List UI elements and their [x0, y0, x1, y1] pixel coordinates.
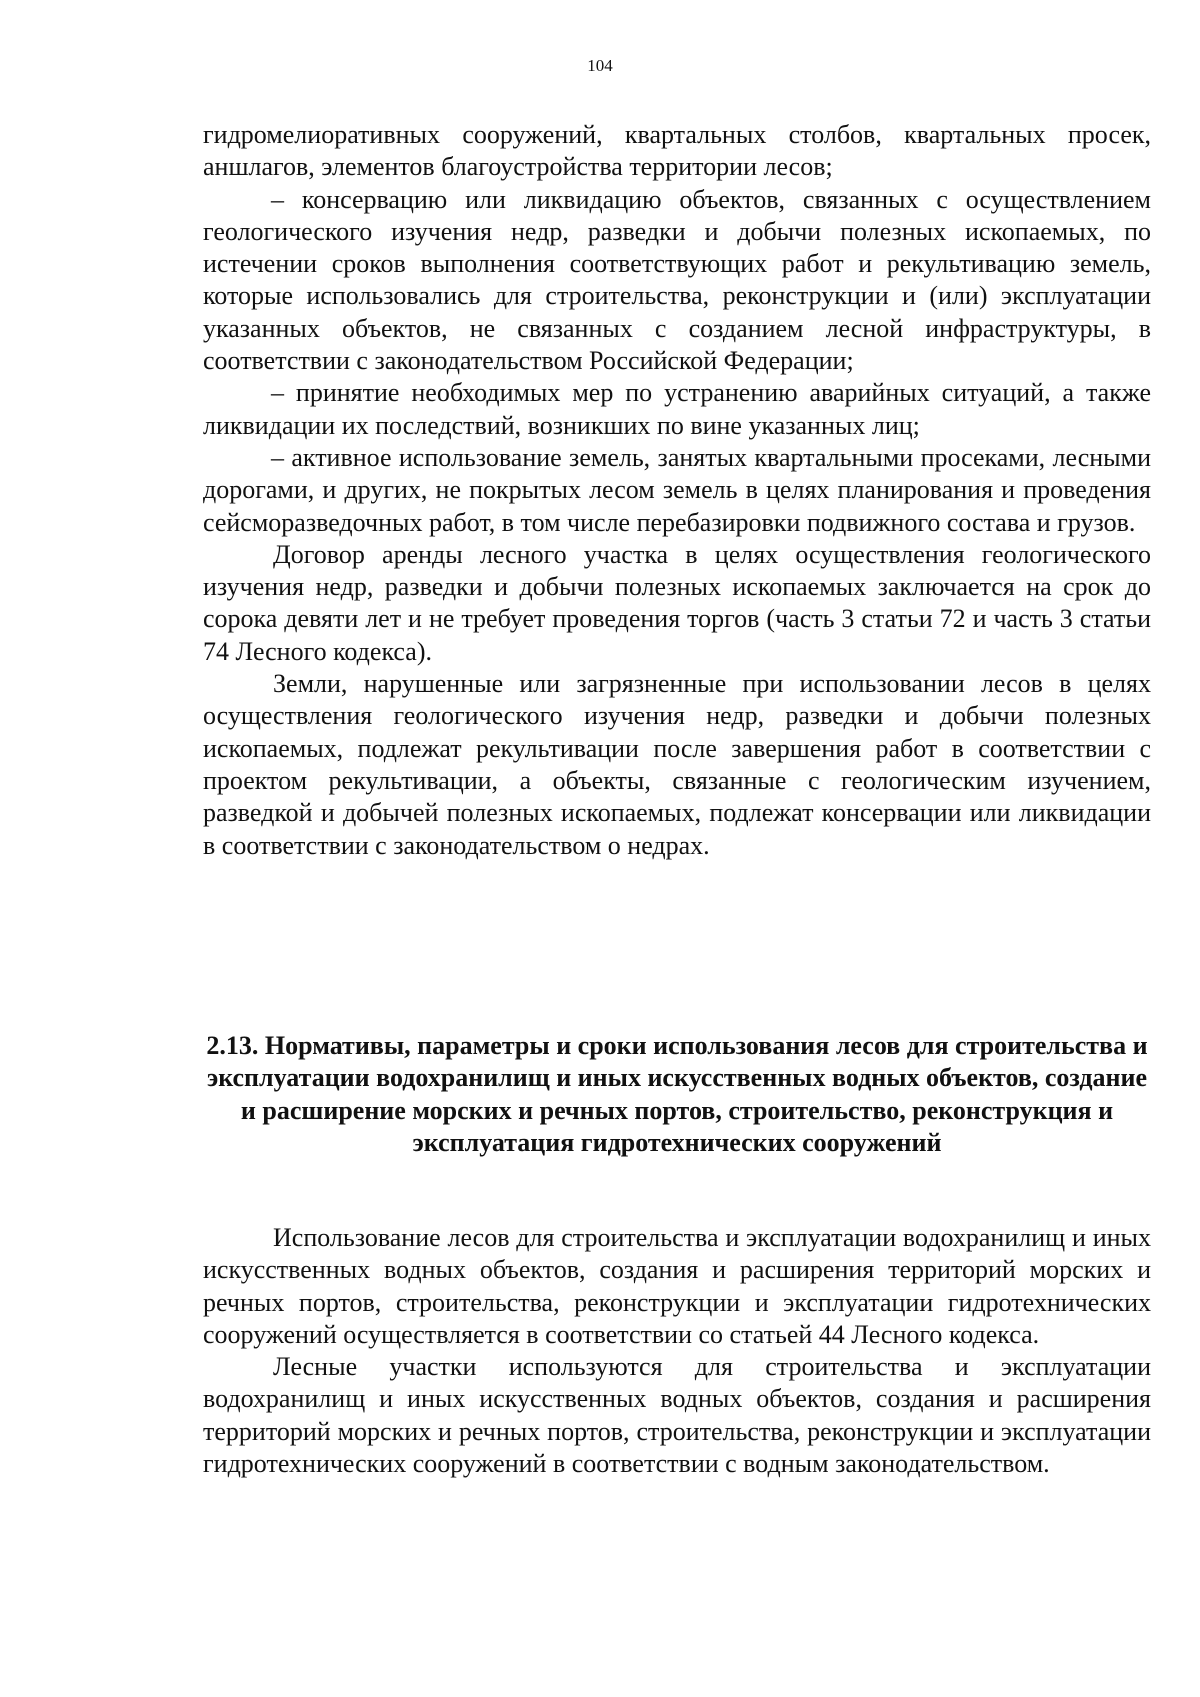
page-number: 104 — [587, 56, 613, 75]
paragraph-forest-use: Использование лесов для строительства и эксплуатации водохранилищ и иных искусственных водных объектов, создания и расширения территорий морских и речных портов, строительства, реконструкции и эксплуатации гидротехнических сооружений осуществляется в соответствии со статьей 44 Лесного кодекса. — [203, 1223, 1151, 1349]
paragraph-forest-plots: Лесные участки используются для строительства и эксплуатации водохранилищ и иных искусственных водных объектов, создания и расширения территорий морских и речных портов, строительства, реконструкции и эксплуатации гидротехнических сооружений в соответствии с водным законодательством. — [203, 1352, 1151, 1479]
section-heading: 2.13. Нормативы, параметры и сроки использования лесов для строительства и эксплуатации водохранилищ и иных искусственных водных объектов, создание и расширение морских и речных портов, строительство, реконструкция и эксплуатация гидротехнических сооружений — [206, 1031, 1148, 1157]
body-text-section-2 — [203, 1222, 1151, 1480]
list-item-land-use: – активное использование земель, занятых квартальными просеками, лесными дорогами, и других, не покрытых лесом земель в целях планирования и проведения сейсморазведочных работ, в том числе перебазировки подвижного состава и грузов. — [203, 442, 1151, 537]
paragraph-land-reclamation: Земли, нарушенные или загрязненные при использовании лесов в целях осуществления геологического изучения недр, разведки и добычи полезных ископаемых, подлежат рекультивации после завершения работ в соответствии с проектом рекультивации, а объекты, связанные с геологическим изучением, разведкой и добычей полезных ископаемых, подлежат консервации или ликвидации в соответствии с законодательством о недрах. — [203, 669, 1151, 860]
body-text-section-1 — [203, 119, 1151, 862]
list-item-emergency-measures: – принятие необходимых мер по устранению аварийных ситуаций, а также ликвидации их последствий, возникших по вине указанных лиц; — [203, 378, 1151, 440]
list-item-conservation: – консервацию или ликвидацию объектов, связанных с осуществлением геологического изучения недр, разведки и добычи полезных ископаемых, по истечении сроков выполнения соответствующих работ и рекультивацию земель, которые использовались для строительства, реконструкции и (или) эксплуатации указанных объектов, не связанных с созданием лесной инфраструктуры, в соответствии с законодательством Российской Федерации; — [203, 184, 1151, 376]
paragraph-continuation: гидромелиоративных сооружений, квартальных столбов, квартальных просек, аншлагов, элементов благоустройства территории лесов; — [203, 120, 1151, 182]
paragraph-lease-agreement: Договор аренды лесного участка в целях осуществления геологического изучения недр, разведки и добычи полезных ископаемых заключается на срок до сорока девяти лет и не требует проведения торгов (часть 3 статьи 72 и часть 3 статьи 74 Лесного кодекса). — [203, 539, 1151, 666]
